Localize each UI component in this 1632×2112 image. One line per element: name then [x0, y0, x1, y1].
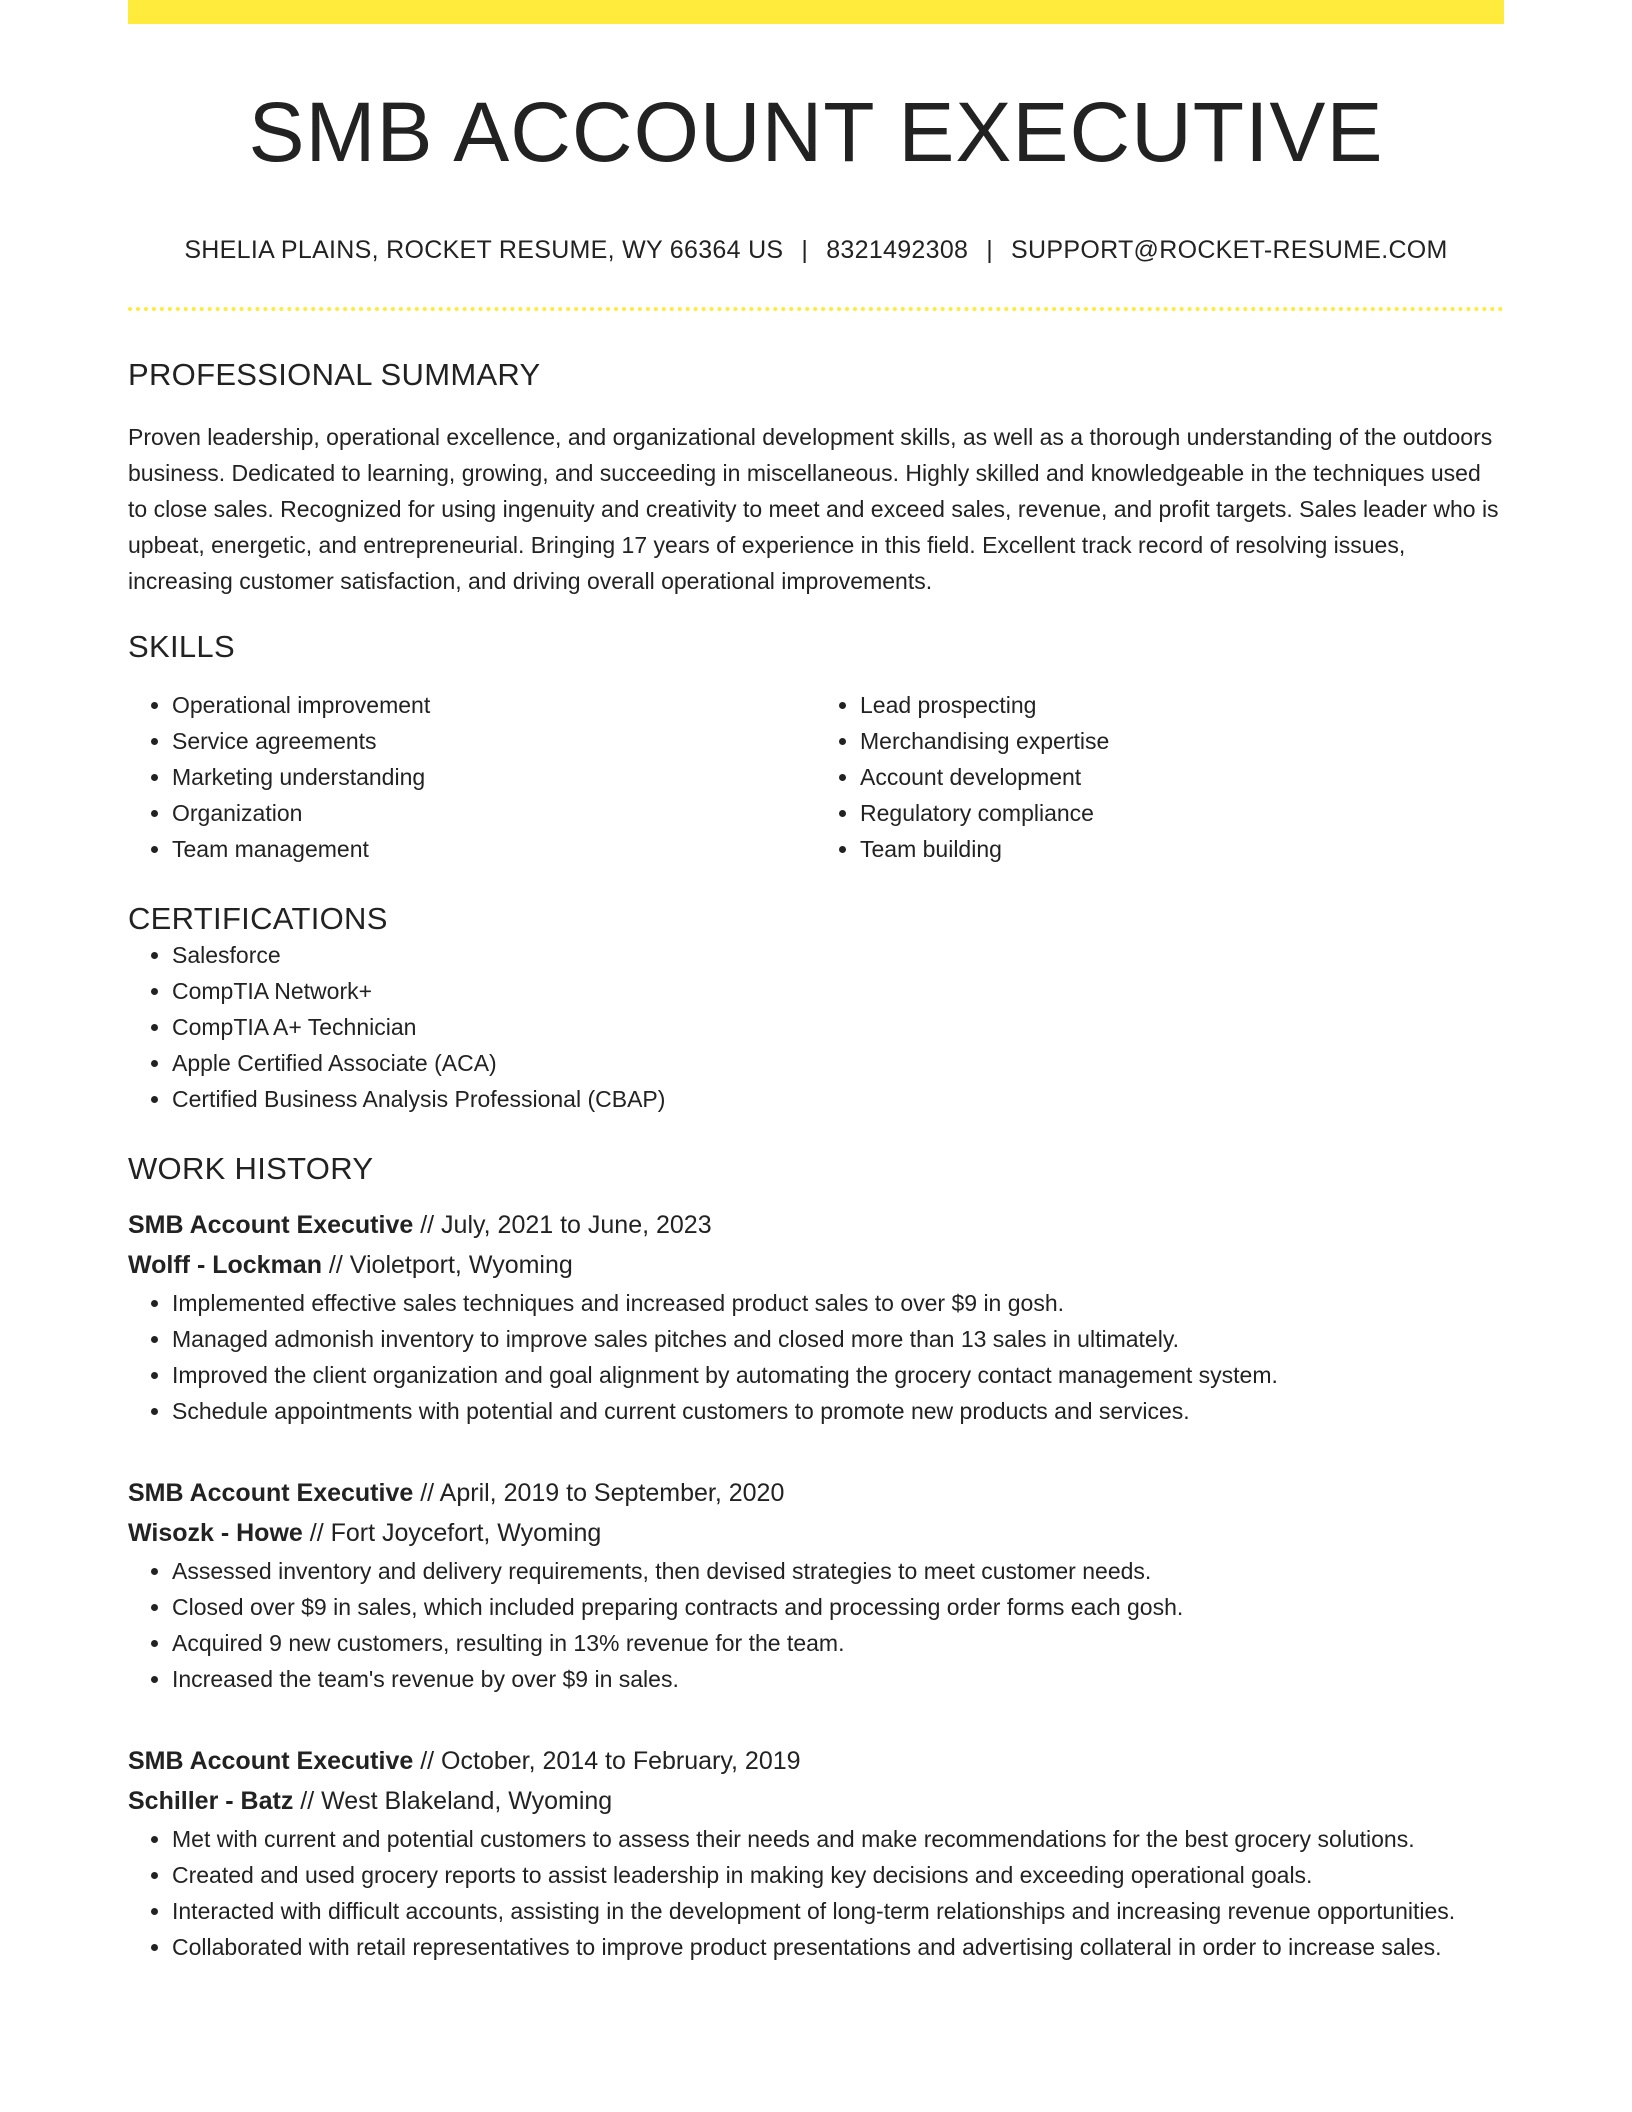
job-bullet: • Collaborated with retail representatives to improve product presentations and advertising collateral in order to increase sales. — [172, 1929, 1504, 1965]
skill-item: • Team management — [172, 831, 816, 867]
contact-email: SUPPORT@ROCKET-RESUME.COM — [1011, 236, 1448, 265]
contact-phone: 8321492308 — [826, 236, 969, 265]
job-dates: // April, 2019 to September, 2020 — [413, 1479, 785, 1508]
contact-separator: | — [986, 236, 994, 265]
certification-item: • Apple Certified Associate (ACA) — [172, 1045, 1504, 1081]
job-company-line — [128, 1513, 1504, 1553]
skill-item: • Operational improvement — [172, 687, 816, 723]
job-bullet: • Closed over $9 in sales, which included preparing contracts and processing order forms each gosh. — [172, 1589, 1504, 1625]
summary-text: Proven leadership, operational excellence, and organizational development skills, as well as a thorough understanding of the outdoors business. Dedicated to learning, growing, and succeeding in miscellaneous. Highly skilled and knowledgeable in the techniques used to close sales. Recognized for using ingenuity and creativity to meet and exceed sales, revenue, and profit targets. Sales leader who is upbeat, energetic, and entrepreneurial. Bringing 17 years of experience in this field. Excellent track record of resolving issues, increasing customer satisfaction, and driving overall operational improvements. — [128, 424, 1499, 595]
job-bullet: • Increased the team's revenue by over $9 in sales. — [172, 1661, 1504, 1697]
certification-item: • Certified Business Analysis Professional (CBAP) — [172, 1081, 1504, 1117]
contact-address: SHELIA PLAINS, ROCKET RESUME, WY 66364 US — [184, 236, 784, 265]
job-bullet: • Acquired 9 new customers, resulting in 13% revenue for the team. — [172, 1625, 1504, 1661]
contact-separator: | — [801, 236, 809, 265]
job-role: SMB Account Executive — [128, 1211, 414, 1240]
skill-item: • Regulatory compliance — [860, 795, 1504, 831]
resume-page — [128, 0, 1504, 1965]
skill-item: • Lead prospecting — [860, 687, 1504, 723]
job-dates: // July, 2021 to June, 2023 — [413, 1211, 712, 1240]
job-bullet: • Improved the client organization and goal alignment by automating the grocery contact management system. — [172, 1357, 1504, 1393]
skills-heading: SKILLS — [128, 629, 235, 665]
job-role-line — [128, 1741, 1504, 1781]
skills-columns — [128, 687, 1504, 867]
work-history-heading: WORK HISTORY — [128, 1151, 374, 1187]
top-accent-bar — [128, 0, 1504, 24]
job-company: Wolff - Lockman — [128, 1251, 322, 1280]
job-bullet: • Created and used grocery reports to assist leadership in making key decisions and exceeding operational goals. — [172, 1857, 1504, 1893]
job-role-line — [128, 1205, 1504, 1245]
job-location: // Fort Joycefort, Wyoming — [302, 1519, 602, 1548]
job-bullets — [128, 1553, 1504, 1697]
skills-list-left — [128, 687, 816, 867]
job-location: // Violetport, Wyoming — [321, 1251, 573, 1280]
job-company: Schiller - Batz — [128, 1787, 294, 1816]
skill-item: • Account development — [860, 759, 1504, 795]
certifications-heading: CERTIFICATIONS — [128, 901, 388, 937]
job-bullet: • Assessed inventory and delivery requirements, then devised strategies to meet customer needs. — [172, 1553, 1504, 1589]
certifications-list — [128, 937, 1504, 1117]
job-location: // West Blakeland, Wyoming — [293, 1787, 613, 1816]
job-entry — [128, 1205, 1504, 1429]
job-entry — [128, 1473, 1504, 1697]
skills-list-right — [816, 687, 1504, 867]
job-bullet: • Met with current and potential customers to assess their needs and make recommendations for the best grocery solutions. — [172, 1821, 1504, 1857]
job-role: SMB Account Executive — [128, 1747, 414, 1776]
summary-heading: PROFESSIONAL SUMMARY — [128, 357, 541, 393]
contact-line — [128, 236, 1504, 265]
job-company-line — [128, 1245, 1504, 1285]
certification-item: • CompTIA Network+ — [172, 973, 1504, 1009]
job-role-line — [128, 1473, 1504, 1513]
skill-item: • Team building — [860, 831, 1504, 867]
skill-item: • Marketing understanding — [172, 759, 816, 795]
job-bullet: • Schedule appointments with potential and current customers to promote new products and services. — [172, 1393, 1504, 1429]
job-dates: // October, 2014 to February, 2019 — [413, 1747, 801, 1776]
job-bullet: • Managed admonish inventory to improve sales pitches and closed more than 13 sales in ultimately. — [172, 1321, 1504, 1357]
certification-item: • Salesforce — [172, 937, 1504, 973]
skill-item: • Organization — [172, 795, 816, 831]
job-bullet: • Interacted with difficult accounts, assisting in the development of long-term relationships and increasing revenue opportunities. — [172, 1893, 1504, 1929]
header-divider — [128, 307, 1504, 311]
job-entry — [128, 1741, 1504, 1965]
skill-item: • Merchandising expertise — [860, 723, 1504, 759]
skill-item: • Service agreements — [172, 723, 816, 759]
certification-item: • CompTIA A+ Technician — [172, 1009, 1504, 1045]
job-bullets — [128, 1285, 1504, 1429]
job-bullets — [128, 1821, 1504, 1965]
job-role: SMB Account Executive — [128, 1479, 414, 1508]
job-bullet: • Implemented effective sales techniques and increased product sales to over $9 in gosh. — [172, 1285, 1504, 1321]
resume-title: SMB ACCOUNT EXECUTIVE — [248, 85, 1384, 179]
job-company: Wisozk - Howe — [128, 1519, 303, 1548]
job-company-line — [128, 1781, 1504, 1821]
